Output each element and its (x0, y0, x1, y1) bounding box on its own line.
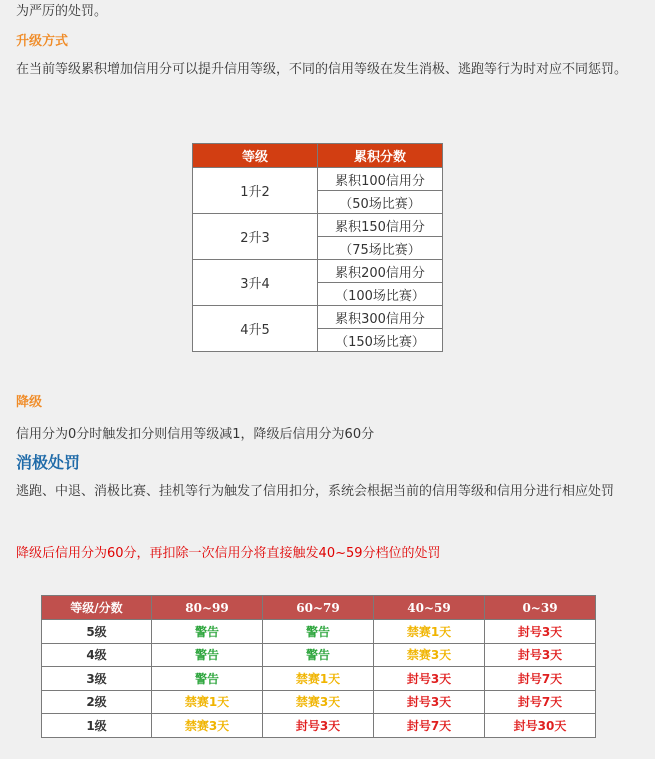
upgrade-matches-cell: （100场比赛） (318, 283, 443, 306)
penalty-cell: 禁赛3天 (152, 714, 263, 738)
upgrade-points-cell: 累积100信用分 (318, 168, 443, 191)
upgrade-level-cell: 4升5 (193, 306, 318, 352)
table-row (42, 667, 596, 691)
penalty-table-header: 等级/分数 (42, 596, 152, 620)
upgrade-table (192, 143, 443, 352)
penalty-cell: 封号7天 (485, 690, 596, 714)
penalty-warning: 降级后信用分为60分，再扣除一次信用分将直接触发40~59分档位的处罚 (16, 546, 441, 561)
table-row (42, 714, 596, 738)
penalty-cell: 封号3天 (374, 667, 485, 691)
penalty-cell: 封号7天 (374, 714, 485, 738)
penalty-cell: 封号7天 (485, 667, 596, 691)
penalty-cell: 封号3天 (485, 643, 596, 667)
penalty-level-cell: 1级 (42, 714, 152, 738)
penalty-cell: 封号30天 (485, 714, 596, 738)
penalty-table-header: 60~79 (263, 596, 374, 620)
penalty-cell: 封号3天 (263, 714, 374, 738)
upgrade-level-cell: 1升2 (193, 168, 318, 214)
penalty-cell: 禁赛1天 (374, 620, 485, 644)
table-row (42, 690, 596, 714)
upgrade-table-header-level: 等级 (193, 144, 318, 168)
penalty-table (41, 595, 596, 738)
upgrade-matches-cell: （150场比赛） (318, 329, 443, 352)
penalty-cell: 禁赛1天 (263, 667, 374, 691)
table-row (42, 620, 596, 644)
penalty-level-cell: 3级 (42, 667, 152, 691)
penalty-table-header: 80~99 (152, 596, 263, 620)
upgrade-matches-cell: （50场比赛） (318, 191, 443, 214)
penalty-cell: 警告 (263, 643, 374, 667)
table-row (193, 306, 443, 329)
upgrade-points-cell: 累积300信用分 (318, 306, 443, 329)
table-row (193, 214, 443, 237)
penalty-cell: 禁赛3天 (263, 690, 374, 714)
penalty-level-cell: 5级 (42, 620, 152, 644)
penalty-table-header: 0~39 (485, 596, 596, 620)
penalty-cell: 警告 (152, 643, 263, 667)
penalty-heading: 消极处罚 (16, 453, 81, 472)
intro-tail-text: 为严厉的处罚。 (16, 4, 108, 19)
downgrade-heading: 降级 (16, 395, 43, 410)
penalty-body: 逃跑、中退、消极比赛、挂机等行为触发了信用扣分，系统会根据当前的信用等级和信用分进行相应处罚 (16, 484, 615, 499)
penalty-cell: 封号3天 (374, 690, 485, 714)
penalty-cell: 警告 (152, 667, 263, 691)
upgrade-points-cell: 累积200信用分 (318, 260, 443, 283)
table-row (193, 168, 443, 191)
penalty-cell: 封号3天 (485, 620, 596, 644)
penalty-cell: 禁赛3天 (374, 643, 485, 667)
penalty-cell: 警告 (152, 620, 263, 644)
penalty-cell: 警告 (263, 620, 374, 644)
upgrade-body: 在当前等级累积增加信用分可以提升信用等级，不同的信用等级在发生消极、逃跑等行为时对应不同惩罚。 (16, 62, 628, 77)
table-row (42, 643, 596, 667)
upgrade-level-cell: 3升4 (193, 260, 318, 306)
upgrade-matches-cell: （75场比赛） (318, 237, 443, 260)
table-row (193, 260, 443, 283)
penalty-level-cell: 4级 (42, 643, 152, 667)
penalty-level-cell: 2级 (42, 690, 152, 714)
upgrade-points-cell: 累积150信用分 (318, 214, 443, 237)
penalty-table-header: 40~59 (374, 596, 485, 620)
penalty-cell: 禁赛1天 (152, 690, 263, 714)
upgrade-level-cell: 2升3 (193, 214, 318, 260)
downgrade-body: 信用分为0分时触发扣分则信用等级减1，降级后信用分为60分 (16, 427, 375, 442)
upgrade-heading: 升级方式 (16, 34, 69, 49)
upgrade-table-header-points: 累积分数 (318, 144, 443, 168)
